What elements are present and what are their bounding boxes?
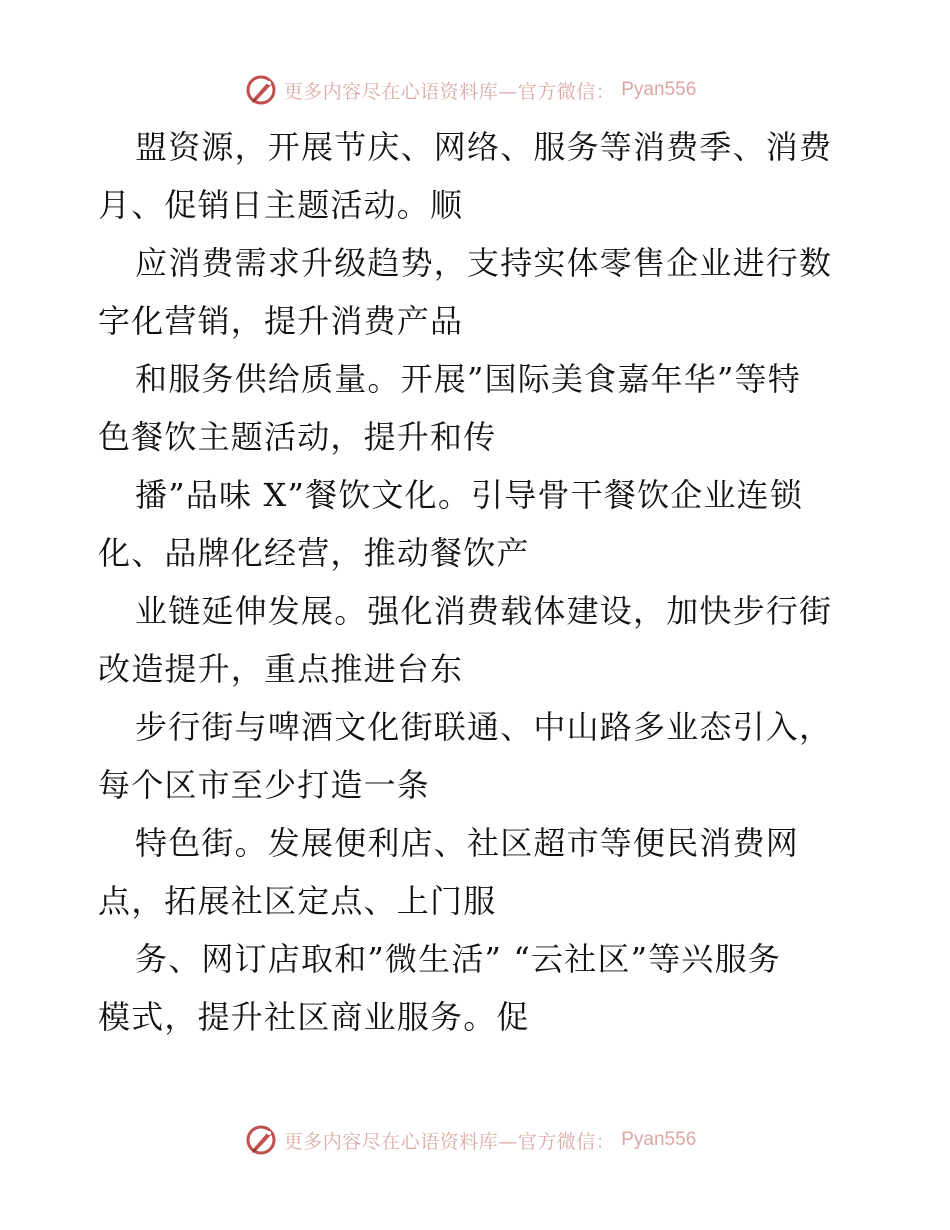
text-line: 盟资源，开展节庆、网络、服务等消费季、消费: [135, 128, 833, 166]
watermark-text: 更多内容尽在心语资料库—官方微信：: [283, 1130, 616, 1153]
text-line: 色餐饮主题活动，提升和传: [98, 418, 497, 456]
header-watermark: [0, 70, 950, 110]
text-line: 模式，提升社区商业服务。促: [98, 998, 530, 1036]
text-line: 化、品牌化经营，推动餐饮产: [98, 534, 530, 572]
quill-pen-logo-icon: [244, 1123, 278, 1157]
text-line: 改造提升，重点推进台东: [98, 650, 464, 688]
text-line: 字化营销，提升消费产品: [98, 302, 464, 340]
text-line: 月、促销日主题活动。顺: [98, 186, 464, 224]
text-line: 步行街与啤酒文化街联通、中山路多业态引入，: [135, 708, 833, 746]
text-line: 应消费需求升级趋势，支持实体零售企业进行数: [135, 244, 833, 282]
footer-watermark: [0, 1120, 950, 1160]
watermark-text: 更多内容尽在心语资料库—官方微信：: [283, 80, 616, 103]
watermark-wechat-id: Pyan556: [621, 1129, 697, 1150]
watermark-wechat-id: Pyan556: [621, 79, 697, 100]
text-line: 业链延伸发展。强化消费载体建设，加快步行街: [135, 592, 833, 630]
quill-pen-logo-icon: [244, 73, 278, 107]
text-line: 务、网订店取和”微生活” “云社区”等兴服务: [135, 940, 782, 978]
text-line: 点，拓展社区定点、上门服: [98, 882, 497, 920]
text-line: 每个区市至少打造一条: [98, 766, 431, 804]
text-line: 特色街。发展便利店、社区超市等便民消费网: [135, 824, 800, 862]
watermark-content: [244, 1123, 697, 1157]
text-line: 播”品味 X”餐饮文化。引导骨干餐饮企业连锁: [135, 476, 804, 514]
text-line: 和服务供给质量。开展”国际美食嘉年华”等特: [135, 360, 801, 398]
document-body: [98, 118, 858, 1046]
watermark-content: [244, 73, 697, 107]
